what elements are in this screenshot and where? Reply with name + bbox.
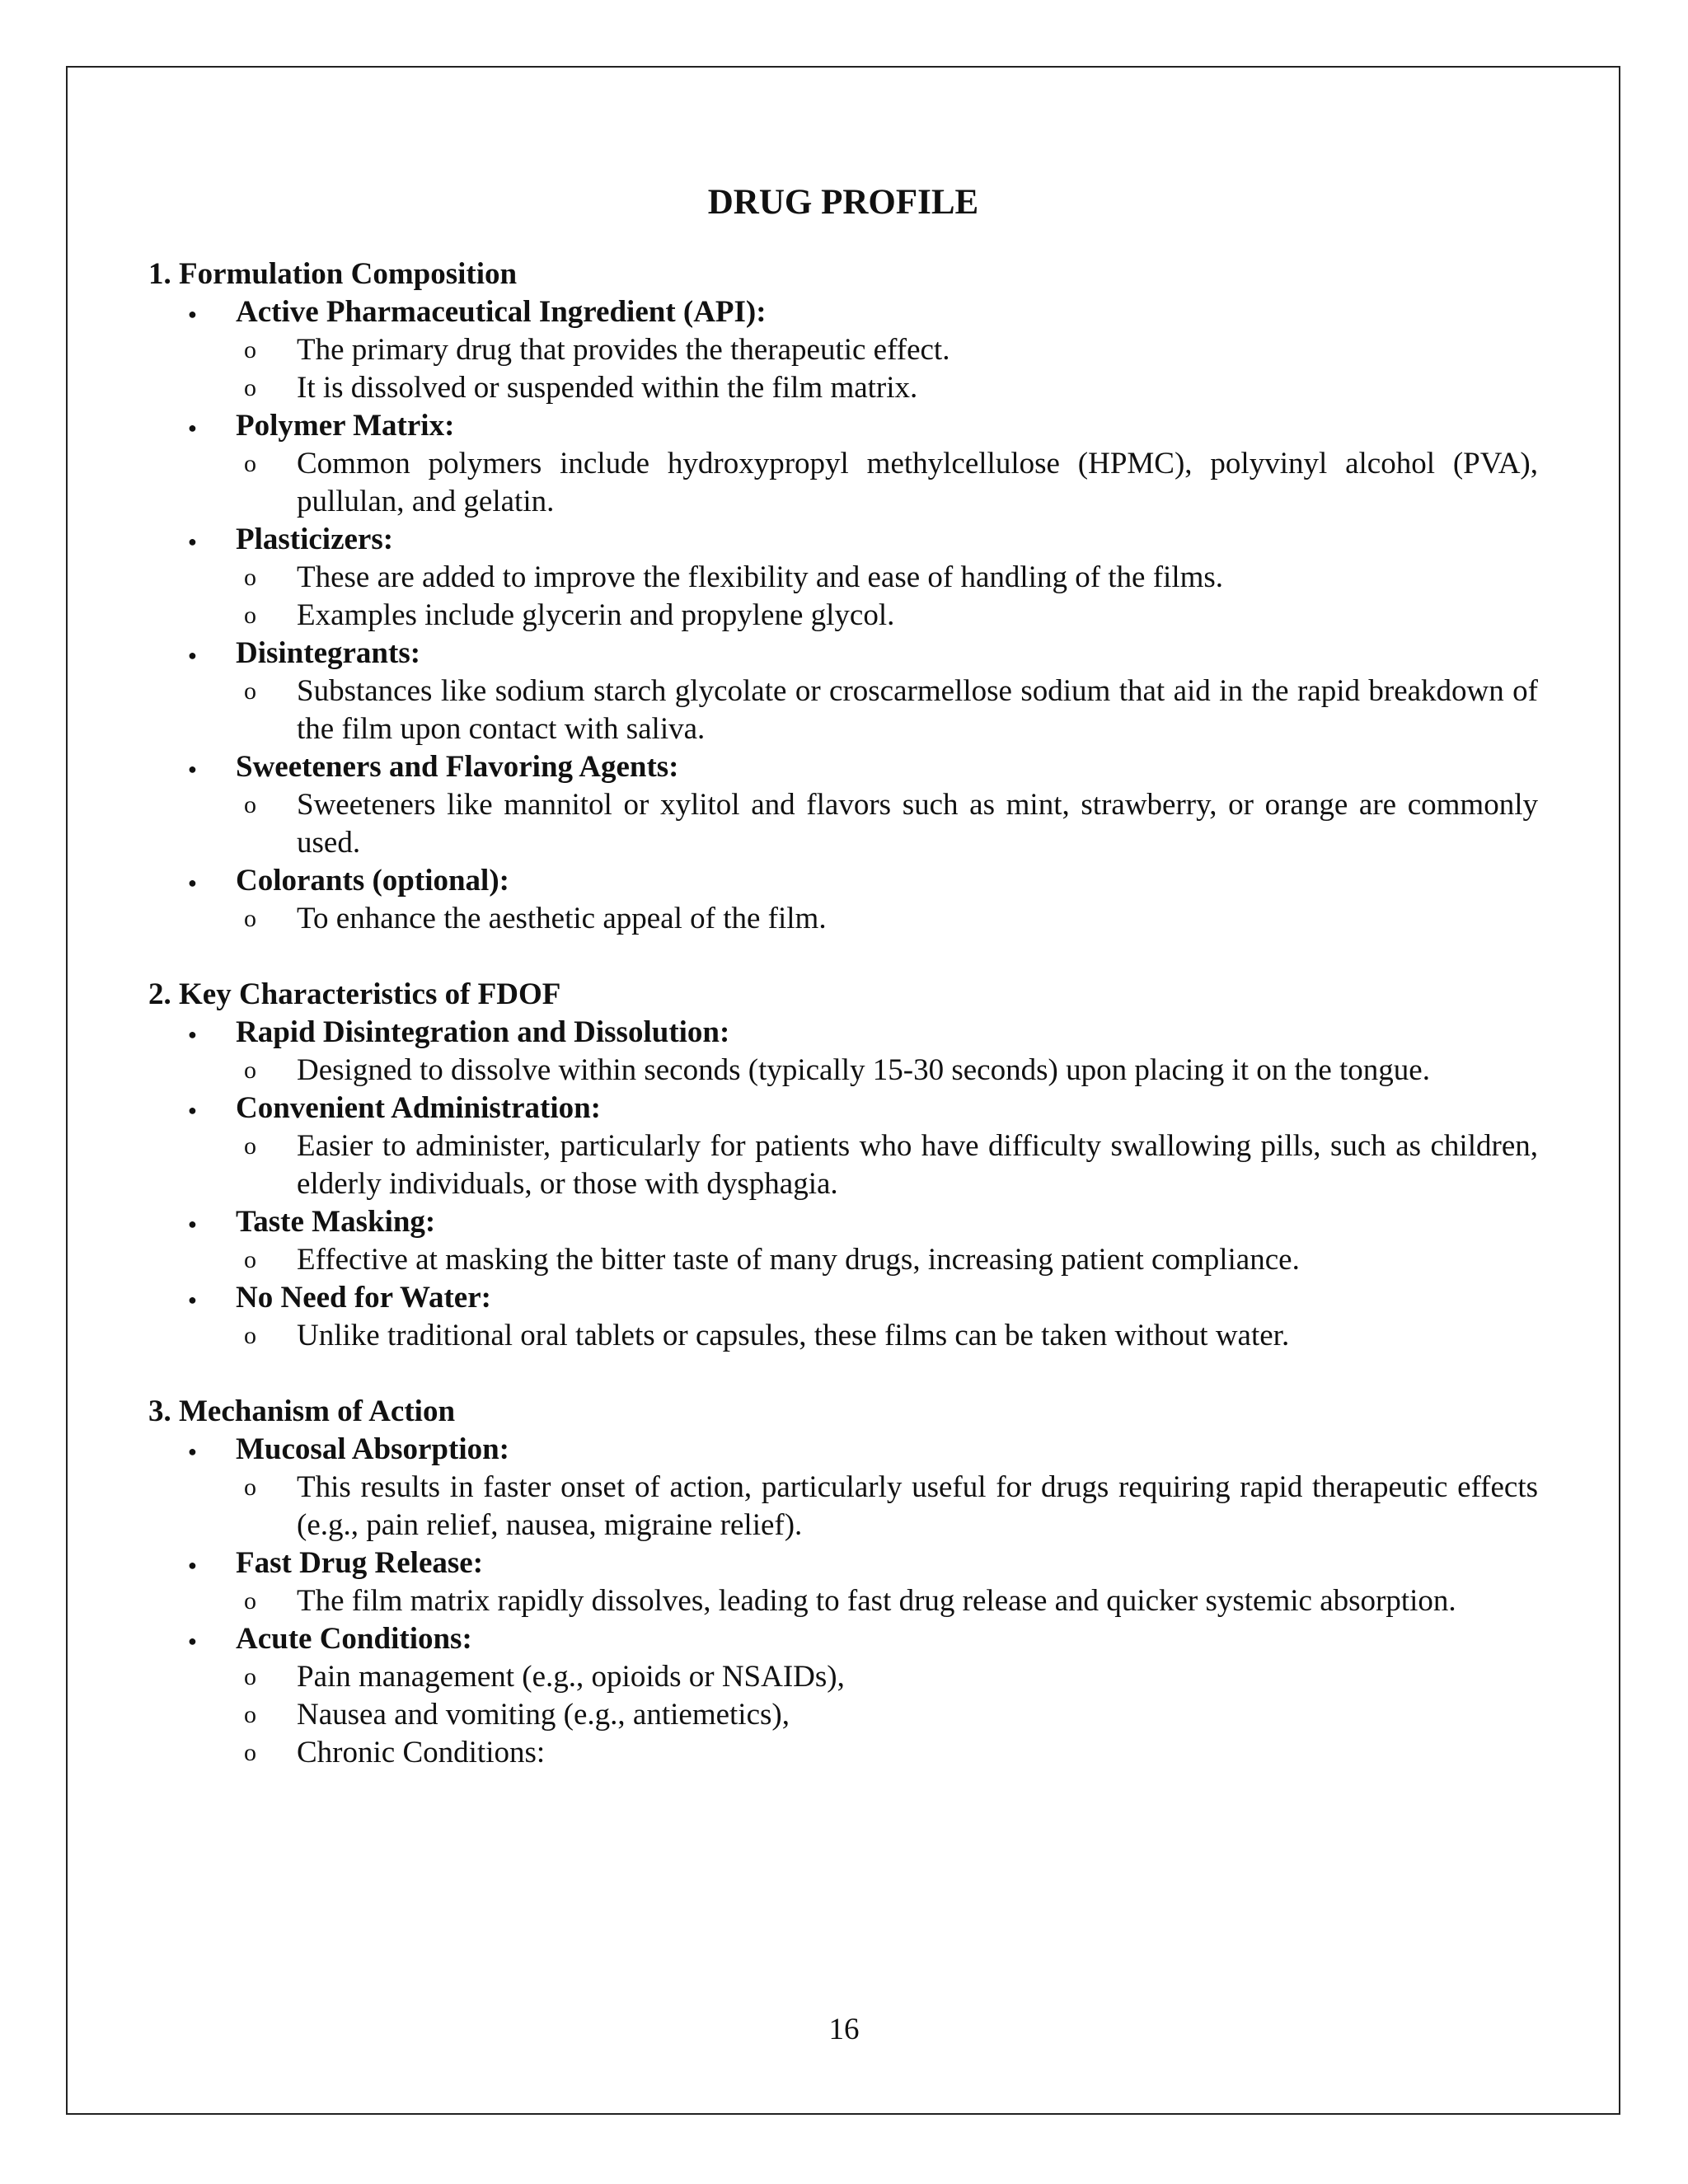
- sub-list: [236, 1658, 1538, 1772]
- bullet-label: Plasticizers:: [236, 523, 394, 556]
- sub-item: [236, 1696, 1538, 1734]
- circle-bullet-icon: o: [244, 1587, 256, 1615]
- bullet-item: [148, 1090, 1538, 1203]
- sub-item: [236, 1658, 1538, 1696]
- sub-item-text: The primary drug that provides the therapeutic effect.: [297, 333, 950, 367]
- bullet-dot-icon: ●: [188, 1026, 197, 1043]
- circle-bullet-icon: o: [244, 1739, 256, 1766]
- bullet-dot-icon: ●: [188, 306, 197, 322]
- sub-list: [236, 1127, 1538, 1203]
- section: [148, 1393, 1538, 1772]
- sub-list: [236, 673, 1538, 748]
- bullet-label: Disintegrants:: [236, 636, 421, 670]
- sub-list: [236, 900, 1538, 938]
- bullet-item: [148, 1431, 1538, 1544]
- bullet-list: [148, 1431, 1538, 1772]
- sub-item-text: Nausea and vomiting (e.g., antiemetics),: [297, 1698, 790, 1732]
- sub-item: [236, 369, 1538, 407]
- bullet-item: [148, 1279, 1538, 1355]
- bullet-label: Active Pharmaceutical Ingredient (API):: [236, 295, 767, 329]
- sub-list: [236, 1469, 1538, 1544]
- sub-item: [236, 445, 1538, 521]
- sub-list: [236, 1241, 1538, 1279]
- circle-bullet-icon: o: [244, 1701, 256, 1728]
- bullet-dot-icon: ●: [188, 761, 197, 777]
- circle-bullet-icon: o: [244, 602, 256, 629]
- bullet-dot-icon: ●: [188, 647, 197, 663]
- sub-item: [236, 331, 1538, 369]
- circle-bullet-icon: o: [244, 336, 256, 363]
- bullet-item: [148, 748, 1538, 862]
- bullet-dot-icon: ●: [188, 1216, 197, 1232]
- sub-item: [236, 1241, 1538, 1279]
- circle-bullet-icon: o: [244, 677, 256, 705]
- sections-container: [148, 255, 1538, 1772]
- sub-item-text: Pain management (e.g., opioids or NSAIDs),: [297, 1660, 845, 1694]
- sub-item-text: Common polymers include hydroxypropyl methylcellulose (HPMC), polyvinyl alcohol (PVA), pullulan, and gelatin.: [297, 447, 1538, 518]
- bullet-dot-icon: ●: [188, 1557, 197, 1573]
- sub-item: [236, 786, 1538, 862]
- bullet-item: [148, 1014, 1538, 1090]
- bullet-dot-icon: ●: [188, 1291, 197, 1308]
- circle-bullet-icon: o: [244, 1663, 256, 1690]
- section: [148, 255, 1538, 938]
- bullet-dot-icon: ●: [188, 1443, 197, 1460]
- circle-bullet-icon: o: [244, 1474, 256, 1501]
- bullet-list: [148, 293, 1538, 938]
- sub-item-text: These are added to improve the flexibility and ease of handling of the films.: [297, 560, 1224, 594]
- sub-item: [236, 900, 1538, 938]
- sub-list: [236, 1052, 1538, 1090]
- circle-bullet-icon: o: [244, 1057, 256, 1084]
- bullet-item: [148, 635, 1538, 748]
- sub-item: [236, 1582, 1538, 1620]
- sub-item: [236, 559, 1538, 597]
- bullet-label: Colorants (optional):: [236, 864, 509, 898]
- bullet-label: No Need for Water:: [236, 1281, 491, 1315]
- section-heading: 1. Formulation Composition: [148, 257, 518, 291]
- circle-bullet-icon: o: [244, 564, 256, 591]
- bullet-dot-icon: ●: [188, 419, 197, 436]
- sub-item-text: Unlike traditional oral tablets or capsules, these films can be taken without water.: [297, 1319, 1290, 1352]
- sub-list: [236, 1582, 1538, 1620]
- circle-bullet-icon: o: [244, 791, 256, 818]
- section-heading: 2. Key Characteristics of FDOF: [148, 977, 561, 1011]
- sub-item: [236, 1469, 1538, 1544]
- sub-list: [236, 786, 1538, 862]
- bullet-label: Acute Conditions:: [236, 1622, 472, 1656]
- sub-item: [236, 1317, 1538, 1355]
- sub-item: [236, 1052, 1538, 1090]
- circle-bullet-icon: o: [244, 450, 256, 477]
- sub-item: [236, 1127, 1538, 1203]
- sub-item-text: It is dissolved or suspended within the film matrix.: [297, 371, 918, 405]
- circle-bullet-icon: o: [244, 1246, 256, 1273]
- bullet-dot-icon: ●: [188, 1102, 197, 1118]
- bullet-item: [148, 862, 1538, 938]
- bullet-item: [148, 1203, 1538, 1279]
- bullet-label: Rapid Disintegration and Dissolution:: [236, 1015, 730, 1049]
- bullet-dot-icon: ●: [188, 533, 197, 550]
- sub-item-text: Sweeteners like mannitol or xylitol and flavors such as mint, strawberry, or orange are commonly used.: [297, 788, 1538, 860]
- sub-item-text: Designed to dissolve within seconds (typically 15-30 seconds) upon placing it on the tongue.: [297, 1053, 1430, 1087]
- sub-list: [236, 445, 1538, 521]
- circle-bullet-icon: o: [244, 1322, 256, 1349]
- bullet-label: Polymer Matrix:: [236, 409, 455, 443]
- bullet-list: [148, 1014, 1538, 1355]
- sub-item-text: Effective at masking the bitter taste of many drugs, increasing patient compliance.: [297, 1243, 1300, 1277]
- bullet-label: Taste Masking:: [236, 1205, 436, 1239]
- sub-list: [236, 1317, 1538, 1355]
- sub-item-text: The film matrix rapidly dissolves, leading to fast drug release and quicker systemic absorption.: [297, 1584, 1456, 1618]
- section-heading: 3. Mechanism of Action: [148, 1394, 456, 1428]
- circle-bullet-icon: o: [244, 905, 256, 932]
- bullet-dot-icon: ●: [188, 874, 197, 891]
- bullet-item: [148, 521, 1538, 635]
- section: [148, 976, 1538, 1355]
- page-title: DRUG PROFILE: [707, 183, 979, 222]
- circle-bullet-icon: o: [244, 374, 256, 401]
- sub-item: [236, 597, 1538, 635]
- sub-item-text: To enhance the aesthetic appeal of the film.: [297, 902, 827, 935]
- sub-list: [236, 331, 1538, 407]
- bullet-label: Sweeteners and Flavoring Agents:: [236, 750, 679, 784]
- sub-item-text: Easier to administer, particularly for patients who have difficulty swallowing pills, such as children, elderly individuals, or those with dysphagia.: [297, 1129, 1538, 1201]
- bullet-item: [148, 1620, 1538, 1772]
- sub-list: [236, 559, 1538, 635]
- document-content: [148, 181, 1538, 1772]
- bullet-item: [148, 407, 1538, 521]
- page-number: 16: [828, 2013, 860, 2046]
- bullet-label: Convenient Administration:: [236, 1091, 602, 1125]
- bullet-dot-icon: ●: [188, 1633, 197, 1649]
- sub-item-text: Substances like sodium starch glycolate or croscarmellose sodium that aid in the rapid breakdown of the film upon contact with saliva.: [297, 674, 1538, 746]
- sub-item-text: This results in faster onset of action, particularly useful for drugs requiring rapid therapeutic effects (e.g., pain relief, nausea, migraine relief).: [297, 1470, 1538, 1542]
- bullet-item: [148, 293, 1538, 407]
- sub-item-text: Examples include glycerin and propylene glycol.: [297, 598, 895, 632]
- circle-bullet-icon: o: [244, 1132, 256, 1160]
- bullet-item: [148, 1544, 1538, 1620]
- sub-item: [236, 1734, 1538, 1772]
- bullet-label: Mucosal Absorption:: [236, 1432, 510, 1466]
- sub-item-text: Chronic Conditions:: [297, 1736, 546, 1769]
- bullet-label: Fast Drug Release:: [236, 1546, 484, 1580]
- sub-item: [236, 673, 1538, 748]
